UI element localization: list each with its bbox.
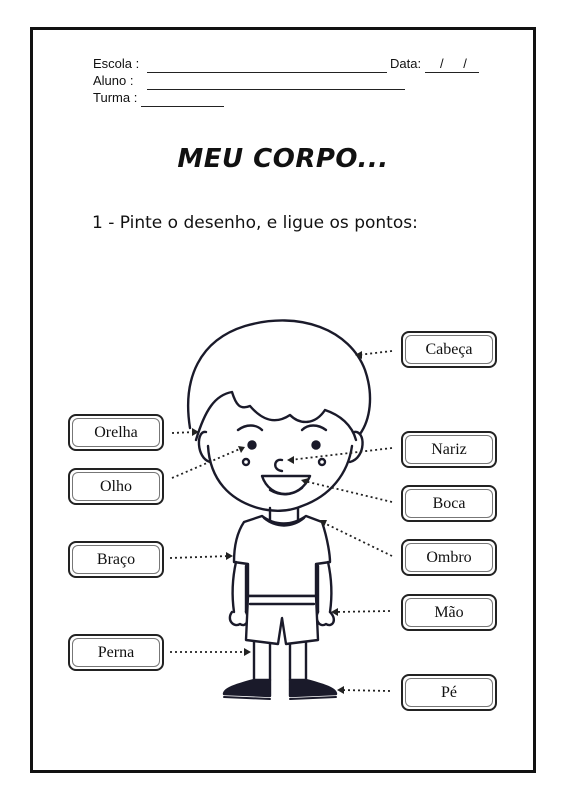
label-orelha-text: Orelha [94,423,138,441]
label-mao-text: Mão [434,603,464,621]
label-boca [401,485,497,522]
class-label: Turma : [93,90,138,105]
label-olho [68,468,164,505]
student-label: Aluno : [93,73,134,88]
label-perna-text: Perna [97,643,135,661]
label-cabeca-text: Cabeça [425,340,473,358]
label-ombro-text: Ombro [426,548,472,566]
label-boca-text: Boca [432,494,466,512]
label-ombro [401,539,497,576]
date-slashes: / / [440,56,475,71]
label-braco-text: Braço [96,550,136,568]
label-pe [401,674,497,711]
page-title: MEU CORPO... [177,144,389,174]
label-perna [68,634,164,671]
label-cabeca [401,331,497,368]
date-label: Data: [390,56,422,71]
label-orelha [68,414,164,451]
label-braco [68,541,164,578]
label-olho-text: Olho [100,477,132,495]
label-nariz-text: Nariz [431,440,467,458]
label-mao [401,594,497,631]
school-label: Escola : [93,56,140,71]
label-nariz [401,431,497,468]
instruction-text: 1 - Pinte o desenho, e ligue os pontos: [92,213,418,233]
label-pe-text: Pé [441,683,457,701]
